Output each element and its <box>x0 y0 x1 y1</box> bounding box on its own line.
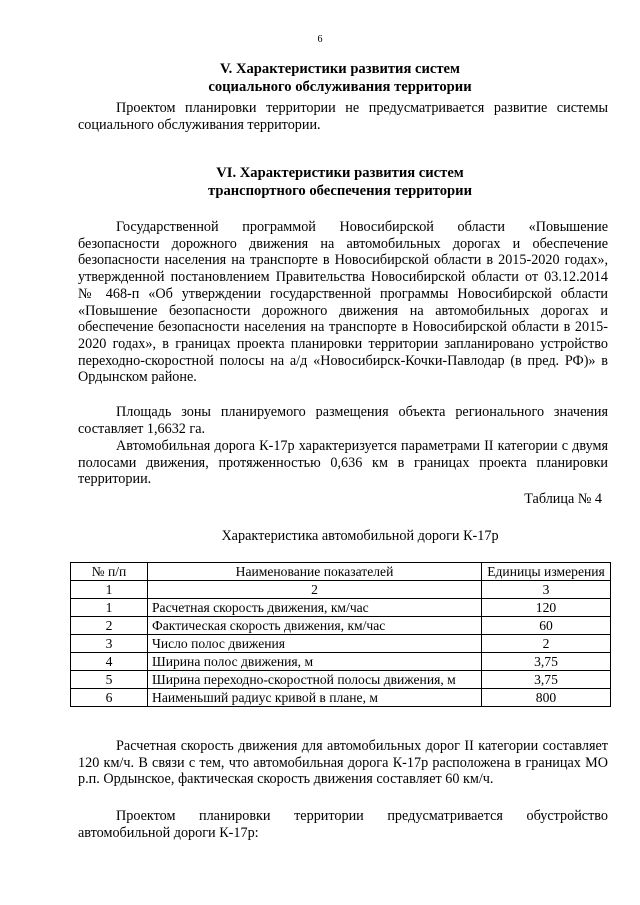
table-row <box>71 653 611 671</box>
table-cell: Наименьший радиус кривой в плане, м <box>148 689 482 707</box>
after-table-paragraph-2: Проектом планировки территории предусматривается обустройство автомобильной дороги К-17р: <box>78 808 608 841</box>
table-cell: Ширина переходно-скоростной полосы движения, м <box>148 671 482 689</box>
section-6-paragraph-3: Автомобильная дорога К-17р характеризуется параметрами II категории с двумя полосами движения, протяженностью 0,636 км в границах проекта планировки территории. <box>78 438 608 488</box>
table-cell: Ширина полос движения, м <box>148 653 482 671</box>
table-cell: 3 <box>71 635 148 653</box>
table-cell: 2 <box>71 617 148 635</box>
table-cell: 3,75 <box>482 671 611 689</box>
table-row <box>71 689 611 707</box>
table-cell: 2 <box>148 581 482 599</box>
table-cell: 800 <box>482 689 611 707</box>
table-cell: 5 <box>71 671 148 689</box>
header-indicator-name: Наименование показателей <box>148 563 482 581</box>
table-cell: 120 <box>482 599 611 617</box>
section-6-paragraph-1: Государственной программой Новосибирской области «Повышение безопасности дорожного движения на автомобильных дорогах и обеспечение безопасности населения на транспорте в Новосибирской области в 2015-2020 годах», утвержденной постановлением Правительства Новосибирской области от 03.12.2014 № 468-п «Об утверждении государственной программы Новосибирской области «Повышение безопасности дорожного движения на автомобильных дорогах и обеспечение безопасности населения на транспорте в Новосибирской области в 2015-2020 годах», в границах проекта планировки территории запланировано устройство переходно-скоростной полосы на а/д «Новосибирск-Кочки-Павлодар (в пред. РФ)» в Ордынском районе. <box>78 219 608 386</box>
header-number: № п/п <box>71 563 148 581</box>
table-cell: 4 <box>71 653 148 671</box>
table-cell: 3,75 <box>482 653 611 671</box>
section-6-heading <box>70 164 610 200</box>
section-6-paragraph-2: Площадь зоны планируемого размещения объекта регионального значения составляет 1,6632 га. <box>78 404 608 437</box>
section-5-heading <box>70 60 610 96</box>
table-row <box>71 671 611 689</box>
table-title: Характеристика автомобильной дороги К-17р <box>221 528 499 544</box>
section-5-title-line1: V. Характеристики развития систем <box>220 61 460 77</box>
section-6-title-line2: транспортного обеспечения территории <box>208 183 472 199</box>
road-characteristics-table <box>70 562 611 707</box>
table-row <box>71 617 611 635</box>
table-cell: 6 <box>71 689 148 707</box>
table-cell: 1 <box>71 599 148 617</box>
table-cell: 3 <box>482 581 611 599</box>
table-cell: 60 <box>482 617 611 635</box>
table-cell: Расчетная скорость движения, км/час <box>148 599 482 617</box>
page-number: 6 <box>317 34 323 45</box>
table-row <box>71 599 611 617</box>
after-table-paragraph-1: Расчетная скорость движения для автомобильных дорог II категории составляет 120 км/ч. В связи с тем, что автомобильная дорога К-17р расположена в границах МО р.п. Ордынское, фактическая скорость движения составляет 60 км/ч. <box>78 738 608 788</box>
table-cell: 1 <box>71 581 148 599</box>
table-row <box>71 635 611 653</box>
section-5-title-line2: социального обслуживания территории <box>208 79 472 95</box>
section-6-title-line1: VI. Характеристики развития систем <box>216 165 464 181</box>
table-cell: Число полос движения <box>148 635 482 653</box>
header-units: Единицы измерения <box>482 563 611 581</box>
table-index-row <box>71 581 611 599</box>
table-label: Таблица № 4 <box>524 491 602 507</box>
table-cell: 2 <box>482 635 611 653</box>
section-5-paragraph: Проектом планировки территории не предусматривается развитие системы социального обслуживания территории. <box>78 100 608 133</box>
table-header-row <box>71 563 611 581</box>
table-cell: Фактическая скорость движения, км/час <box>148 617 482 635</box>
